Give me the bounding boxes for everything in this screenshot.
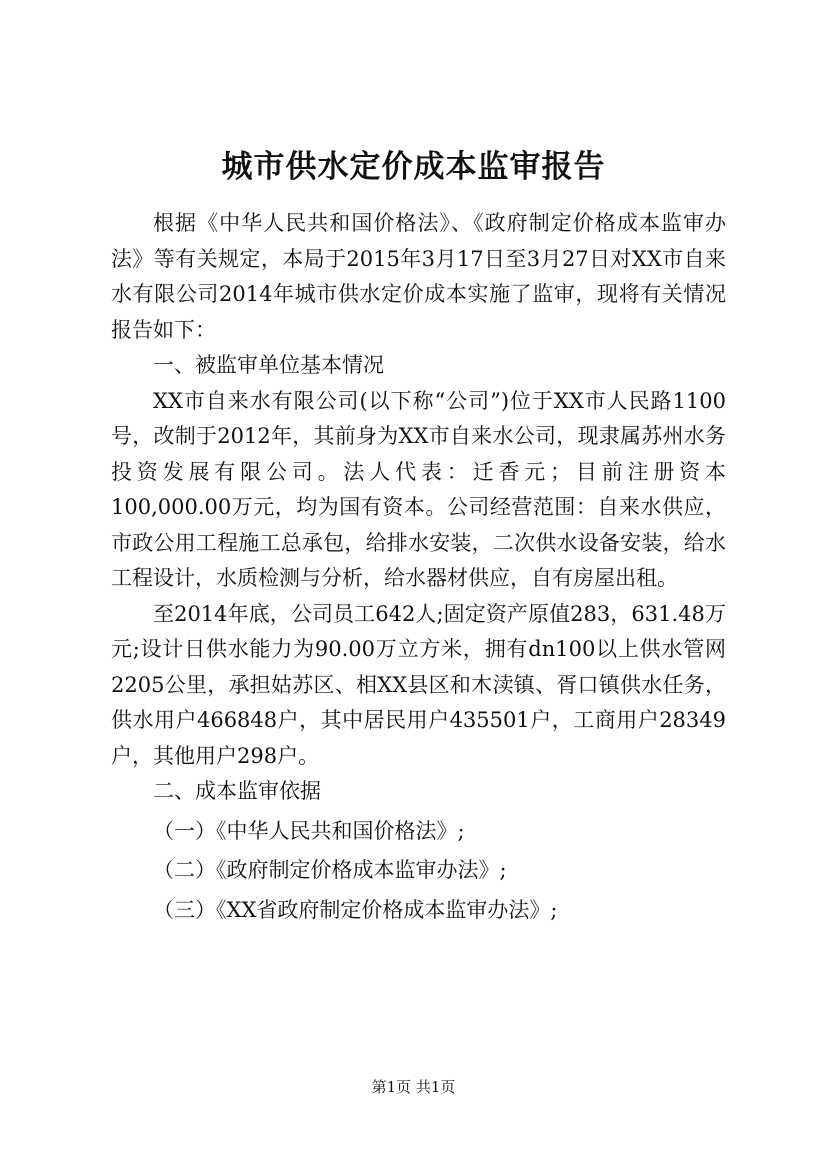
section-heading: 一、被监审单位基本情况 [153, 353, 384, 377]
intro-paragraph: 根据《中华人民共和国价格法》、《政府制定价格成本监审办法》等有关规定，本局于2015年3月17日至3月27日对XX市自来水有限公司2014年城市供水定价成本实施了监审，现将有关情况报告如下： [111, 211, 726, 342]
page-number-footer: 第1页 共1页 [371, 1078, 456, 1096]
body-paragraph: XX市自来水有限公司(以下称“公司”)位于XX市人民路1100号，改制于2012年，其前身为XX市自来水公司，现隶属苏州水务投资发展有限公司。法人代表：迁香元；目前注册资本100,000.00万元，均为国有资本。公司经营范围：自来水供应，市政公用工程施工总承包，给排水安装，二次供水设备安装，给水工程设计，水质检测与分析，给水器材供应，自有房屋出租。 [111, 388, 726, 590]
document-body [111, 206, 726, 928]
list-item: （二）《政府制定价格成本监审办法》; [153, 858, 507, 882]
page-title: 城市供水定价成本监审报告 [221, 149, 606, 185]
list-item: （三）《XX省政府制定价格成本监审办法》; [153, 897, 558, 922]
body-paragraph: 至2014年底，公司员工642人;固定资产原值283，631.48万元;设计日供水能力为90.00万立方米，拥有dn100以上供水管网2205公里，承担姑苏区、相XX县区和木渎镇、胥口镇供水任务，供水用户466848户，其中居民用户435501户，工商用户28349户，其他用户298户。 [111, 601, 726, 768]
list-item: （一）《中华人民共和国价格法》; [153, 818, 465, 843]
section-heading: 二、成本监审依据 [153, 779, 321, 803]
